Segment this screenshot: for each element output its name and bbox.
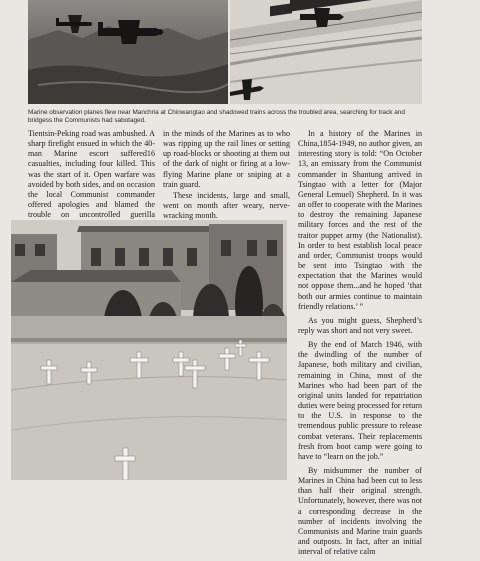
cemetery-photo xyxy=(11,220,287,480)
column-2-paragraph-1: in the minds of the Marines as to who was ripping up the rail lines or setting up road-blocks or shooting at them out of the dark of night or firing at a low-flying Marine plane or sniping at a train guard. xyxy=(163,129,290,189)
column-3-paragraph-2: As you might guess, Shepherd’s reply was short and not very sweet. xyxy=(298,315,422,335)
text-column-3 xyxy=(298,129,422,561)
column-1-paragraph-1: Tientsin-Peking road was ambushed. A sharp firefight ensued in which the 40-man Marine escort suffered16 casualties, including four killed. This was the start of it. Open warfare was avoided by both sides, and on occasion the local Communist commander offered apologies and blamed the trouble on uncontrolled guerilla xyxy=(28,129,155,220)
column-3-paragraph-4: By midsummer the number of Marines in China had been cut to less than half their original strength. Unfortunately, however, there was not a corresponding decrease in the number of incidents involving the Communists and Marine train guards and outposts. In fact, after an initial interval of relative calm xyxy=(298,466,422,557)
photo-caption: Marine observation planes flew near Manchria at Chinwangtao and shadowed trains across the troubled area, searching for track and bridgess the Communists had sabotaged. xyxy=(28,109,405,125)
column-3-paragraph-3: By the end of March 1946, with the dwindling of the number of Japanese, both military and civilian, remaining in China, most of the Marines who had been part of the original units landed for repatriation duties were being processed for return to the U.S. in response to the tremendous public pressure to release combat veterans. Their replacements fresh from boot camp were going to have to “learn on the job.” xyxy=(298,340,422,461)
column-3-paragraph-1: In a history of the Marines in China,1854-1949, no author given, an interesting story is told: “On October 13, an emissary from the Communist commander in Shantung arrived in Tsingtao with a letter for (Major General Lemuel) Shepherd. In it was an offer to cooperate with the Marines to destroy the remaining Japanese military forces and the rest of the traitor puppet army (the Nationalist). In order to best establish local peace and order, Communist troops would be sent into Tsingtao with the expectation that the Marines would not oppose them...and he hoped ‘that both our armies continue to maintain friendly relations.’ ” xyxy=(298,129,422,311)
text-column-1 xyxy=(28,129,155,231)
column-2-paragraph-2: These incidents, large and small, went on month after weary, nerve-wracking month. xyxy=(163,190,290,221)
observation-planes-photo xyxy=(28,0,228,104)
text-column-2 xyxy=(163,129,290,221)
train-photo xyxy=(230,0,422,104)
